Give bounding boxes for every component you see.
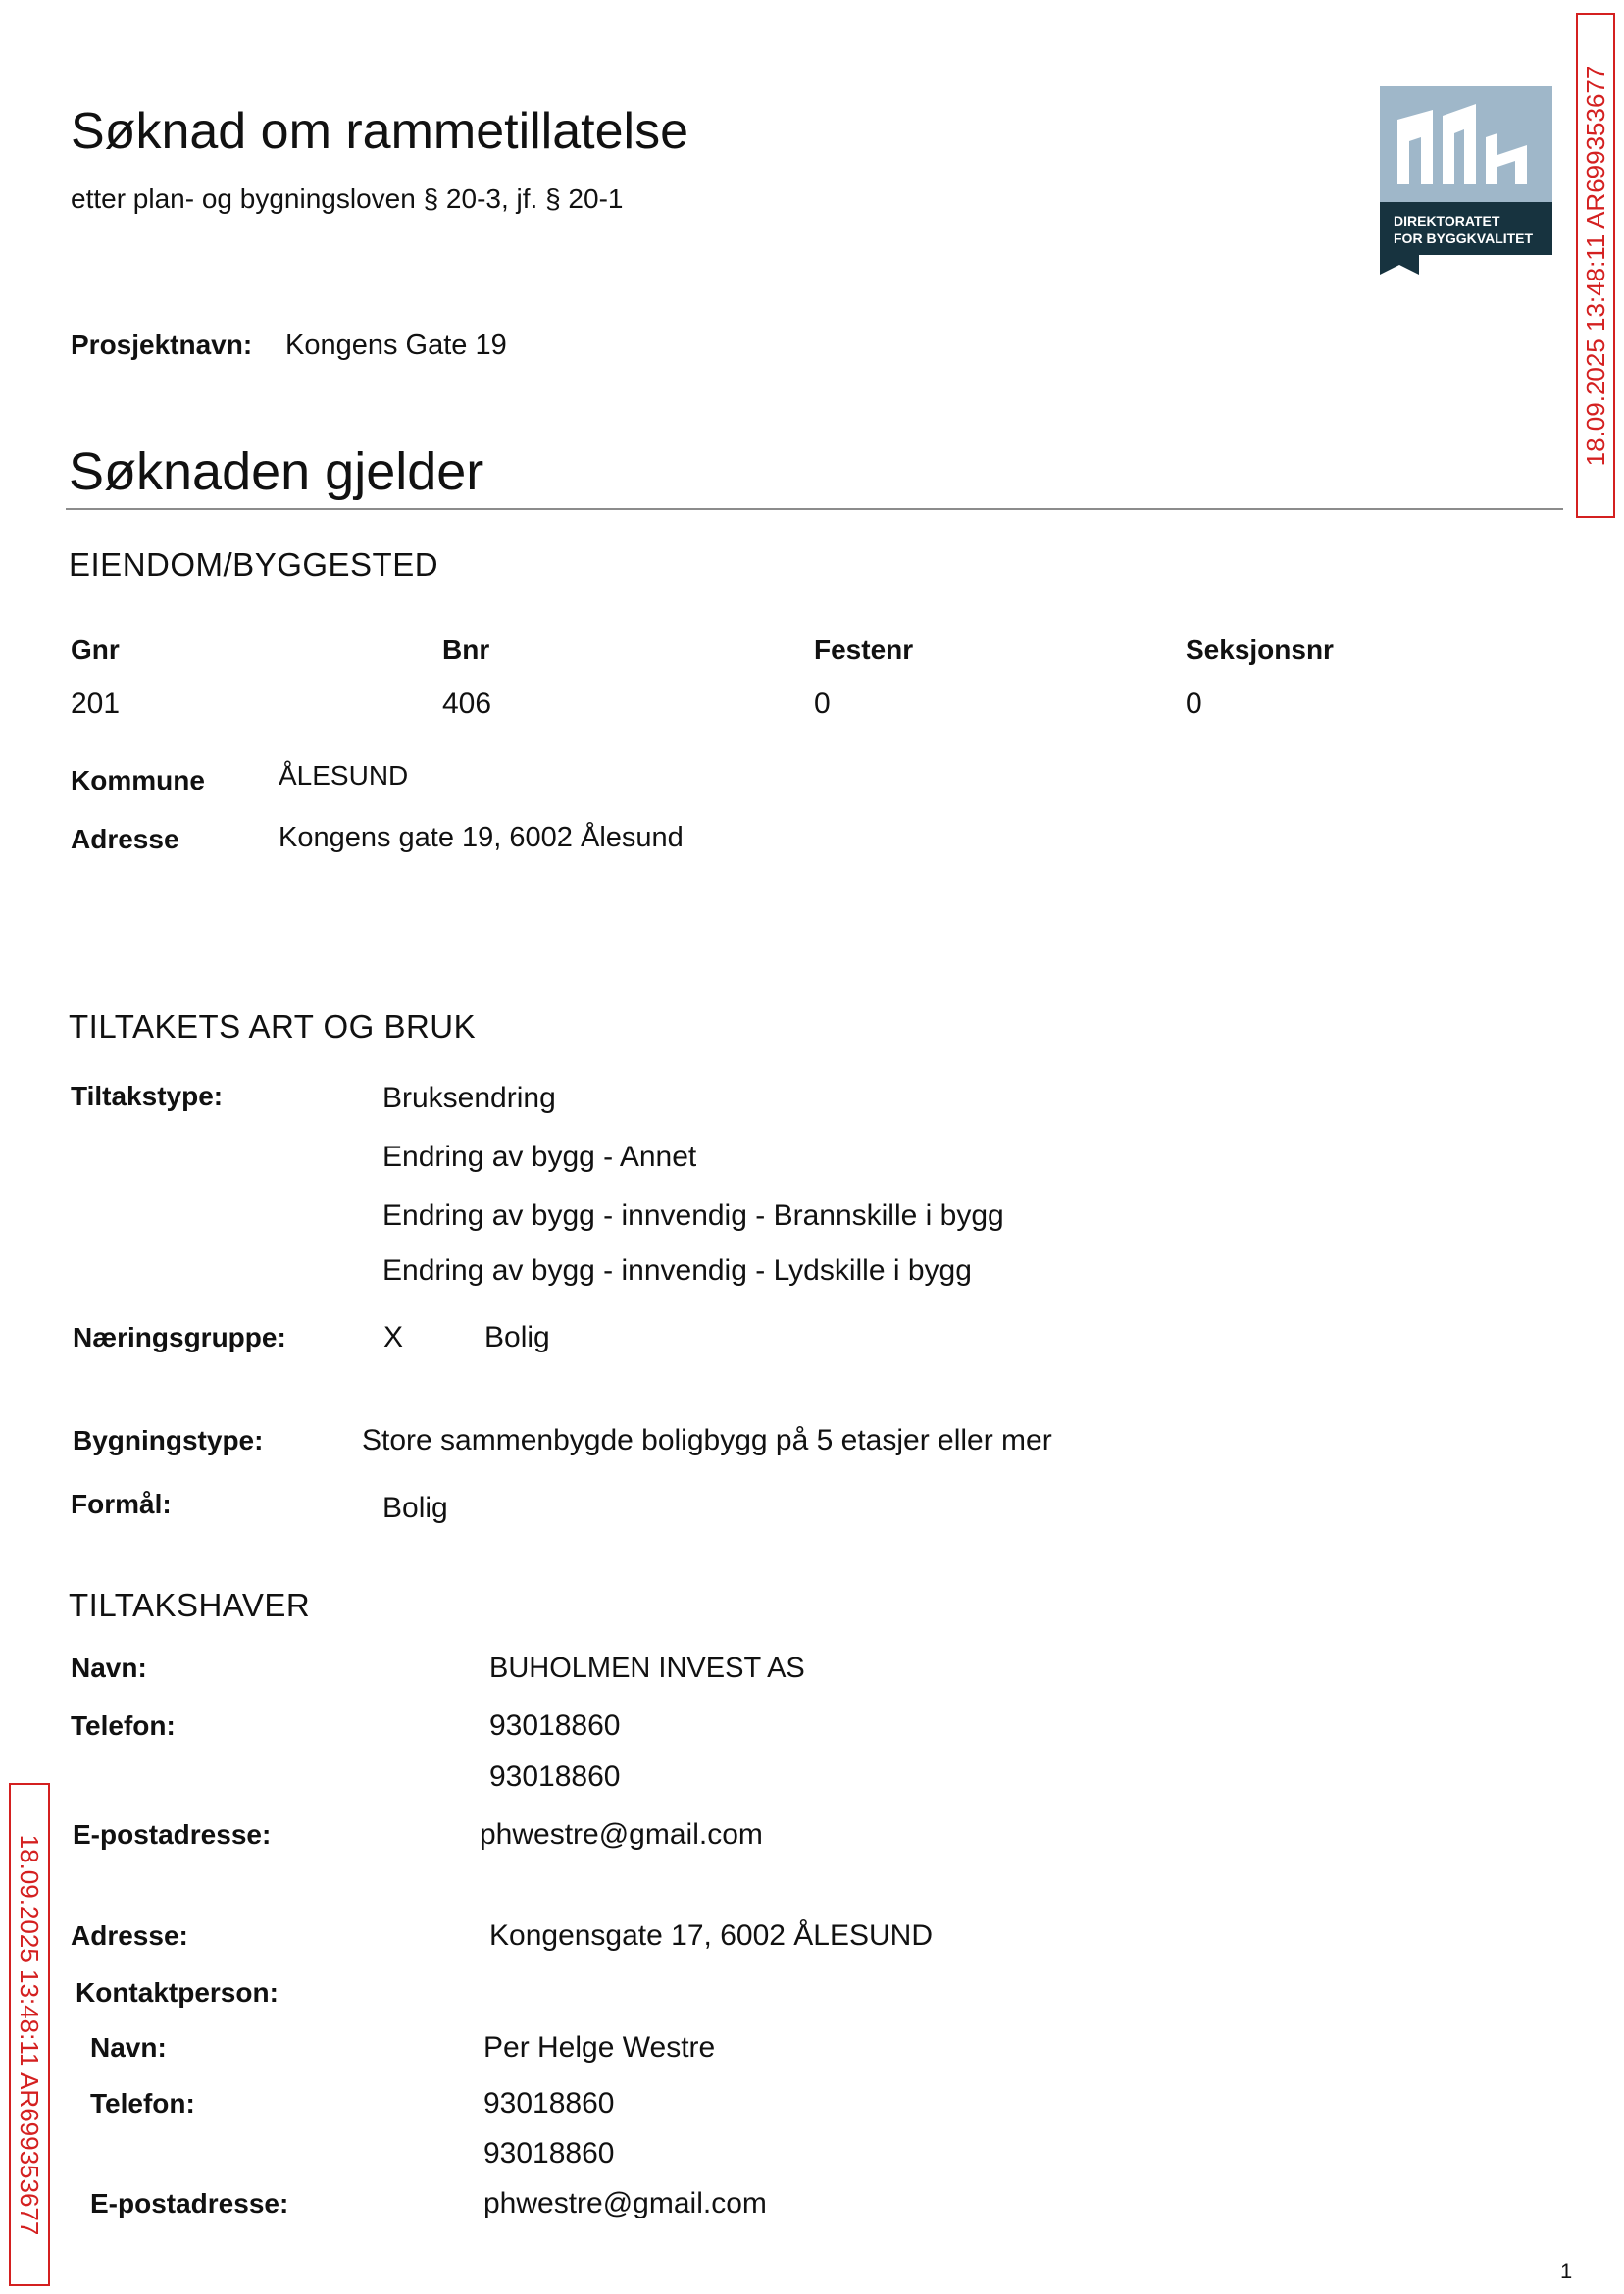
kontakt-epost-label: E-postadresse: bbox=[90, 2188, 289, 2218]
bnr-label: Bnr bbox=[442, 635, 490, 665]
tiltakstype-item: Endring av bygg - innvendig - Lydskille i bygg bbox=[382, 1254, 972, 1287]
section-heading: Søknaden gjelder bbox=[69, 442, 484, 501]
formal-value: Bolig bbox=[382, 1492, 448, 1524]
tiltakshaver-epost-label: E-postadresse: bbox=[73, 1819, 272, 1850]
timestamp-stamp-bottom bbox=[9, 1783, 50, 2286]
tiltakshaver-heading: TILTAKSHAVER bbox=[69, 1587, 311, 1623]
seksjonsnr-label: Seksjonsnr bbox=[1186, 635, 1334, 665]
naeringsgruppe-code: X bbox=[383, 1321, 404, 1353]
logo-line-1: DIREKTORATET bbox=[1394, 213, 1500, 229]
kommune-value: ÅLESUND bbox=[279, 760, 409, 790]
kontakt-navn-value: Per Helge Westre bbox=[483, 2031, 716, 2064]
tiltakshaver-adresse-label: Adresse: bbox=[71, 1920, 188, 1951]
tiltakshaver-navn-label: Navn: bbox=[71, 1653, 147, 1683]
tiltakshaver-telefon-label: Telefon: bbox=[71, 1710, 176, 1741]
tiltakstype-item: Endring av bygg - Annet bbox=[382, 1141, 697, 1173]
festenr-value: 0 bbox=[814, 688, 831, 720]
tiltakshaver-navn-value: BUHOLMEN INVEST AS bbox=[489, 1653, 805, 1684]
logo-line-2: FOR BYGGKVALITET bbox=[1394, 230, 1534, 246]
bygningstype-label: Bygningstype: bbox=[73, 1425, 264, 1455]
kontakt-telefon-value: 93018860 bbox=[483, 2087, 615, 2119]
stamp-text: 18.09.2025 13:48:11 AR699353677 bbox=[1581, 65, 1610, 466]
gnr-label: Gnr bbox=[71, 635, 120, 665]
naeringsgruppe-label: Næringsgruppe: bbox=[73, 1322, 286, 1352]
formal-label: Formål: bbox=[71, 1489, 172, 1519]
document-title: Søknad om rammetillatelse bbox=[71, 103, 688, 160]
dibk-logo-graphic bbox=[1380, 86, 1552, 275]
seksjonsnr-value: 0 bbox=[1186, 688, 1202, 720]
tiltakshaver-adresse-value: Kongensgate 17, 6002 ÅLESUND bbox=[489, 1919, 933, 1952]
kontakt-navn-label: Navn: bbox=[90, 2032, 167, 2063]
timestamp-stamp-top bbox=[1576, 13, 1615, 518]
tiltakstype-item: Endring av bygg - innvendig - Brannskille i bygg bbox=[382, 1199, 1004, 1232]
adresse-value: Kongens gate 19, 6002 Ålesund bbox=[279, 822, 684, 853]
dibk-logo bbox=[1380, 86, 1552, 275]
tiltakshaver-telefon-value: 93018860 bbox=[489, 1760, 621, 1793]
section-divider bbox=[66, 508, 1563, 510]
project-label: Prosjektnavn: bbox=[71, 330, 253, 360]
kontakt-epost-value: phwestre@gmail.com bbox=[483, 2187, 767, 2219]
bygningstype-value: Store sammenbygde boligbygg på 5 etasjer eller mer bbox=[362, 1424, 1052, 1456]
tiltakstype-label: Tiltakstype: bbox=[71, 1081, 224, 1111]
tiltakshaver-epost-value: phwestre@gmail.com bbox=[480, 1818, 763, 1851]
tiltakstype-item: Bruksendring bbox=[382, 1082, 556, 1114]
project-name: Kongens Gate 19 bbox=[285, 330, 507, 361]
kontakt-telefon-value: 93018860 bbox=[483, 2137, 615, 2169]
adresse-label: Adresse bbox=[71, 824, 179, 854]
tiltakshaver-telefon-value: 93018860 bbox=[489, 1709, 621, 1742]
gnr-value: 201 bbox=[71, 688, 121, 720]
naeringsgruppe-value: Bolig bbox=[484, 1321, 550, 1353]
tiltak-heading: TILTAKETS ART OG BRUK bbox=[69, 1008, 477, 1045]
kommune-label: Kommune bbox=[71, 765, 205, 795]
document-subtitle: etter plan- og bygningsloven § 20-3, jf. § 20-1 bbox=[71, 183, 624, 214]
kontaktperson-label: Kontaktperson: bbox=[76, 1977, 279, 2008]
bnr-value: 406 bbox=[442, 688, 492, 720]
festenr-label: Festenr bbox=[814, 635, 914, 665]
stamp-text: 18.09.2025 13:48:11 AR699353677 bbox=[15, 1834, 44, 2235]
kontakt-telefon-label: Telefon: bbox=[90, 2088, 195, 2118]
page-number: 1 bbox=[1560, 2259, 1573, 2283]
eiendom-heading: EIENDOM/BYGGESTED bbox=[69, 546, 439, 583]
